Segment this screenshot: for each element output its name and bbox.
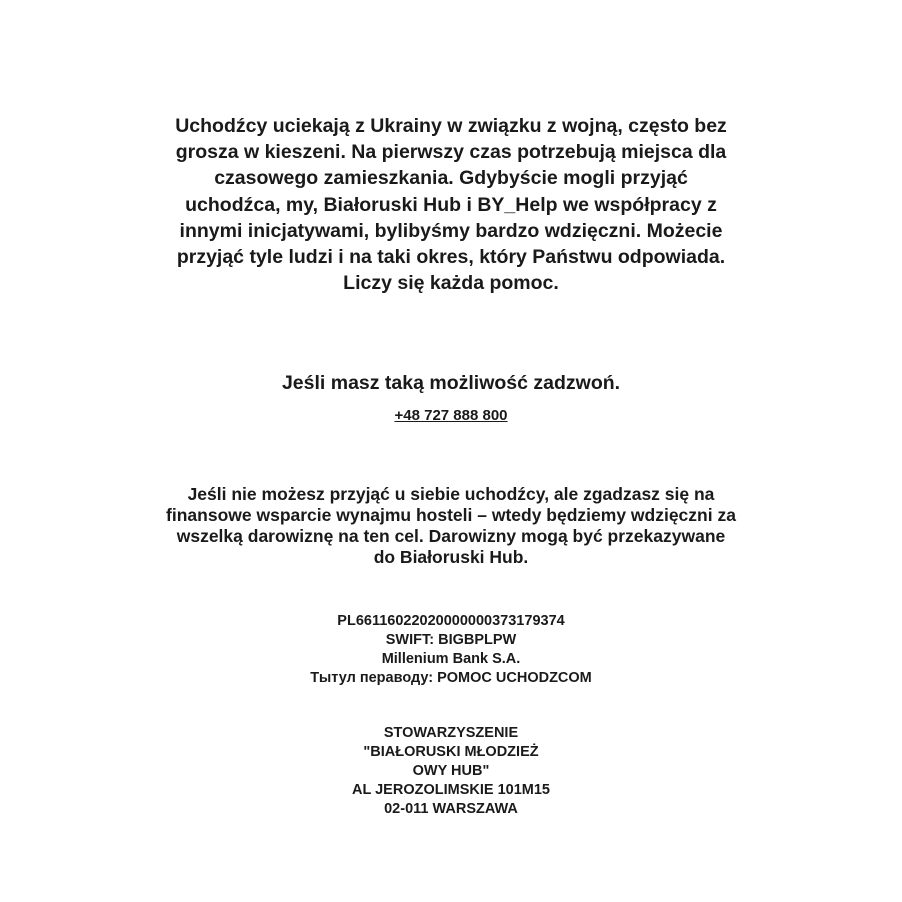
phone-container (0, 406, 902, 426)
address-line-4: AL JEROZOLIMSKIE 101M15 (352, 782, 550, 798)
call-heading: Jeśli masz taką możliwość zadzwoń. (281, 372, 621, 394)
bank-details (0, 612, 902, 688)
intro-paragraph: Uchodźcy uciekają z Ukrainy w związku z wojną, często bez grosza w kieszeni. Na pierwszy czas potrzebują miejsca dla czasowego zamieszkania. Gdybyście mogli przyjąć uchodźca, my, Białoruski Hub i BY_Help we współpracy z innymi inicjatywami, bylibyśmy bardzo wdzięczni. Możecie przyjąć tyle ludzi i na taki okres, który Państwu odpowiada. Liczy się każda pomoc. (175, 115, 727, 295)
address-line-5: 02-011 WARSZAWA (384, 801, 518, 817)
swift-code: SWIFT: BIGBPLPW (385, 632, 517, 648)
address-line-1: STOWARZYSZENIE (383, 725, 519, 741)
address-line-2: "BIAŁORUSKI MŁODZIEŻ (363, 744, 539, 760)
bank-name: Millenium Bank S.A. (381, 651, 521, 667)
organization-address (0, 724, 902, 819)
phone-link[interactable]: +48 727 888 800 (394, 407, 508, 424)
iban-number: PL66116022020000000373179374 (337, 613, 565, 629)
donation-paragraph: Jeśli nie możesz przyjąć u siebie uchodźcy, ale zgadzasz się na finansowe wsparcie wynajmu hosteli – wtedy będziemy wdzięczni za wszelką darowiznę na ten cel. Darowizny mogą być przekazywane do Białoruski Hub. (166, 484, 736, 567)
transfer-title: Тытул пераводу: POMOC UCHODZCOM (310, 670, 592, 686)
address-line-3: OWY HUB" (412, 763, 490, 779)
